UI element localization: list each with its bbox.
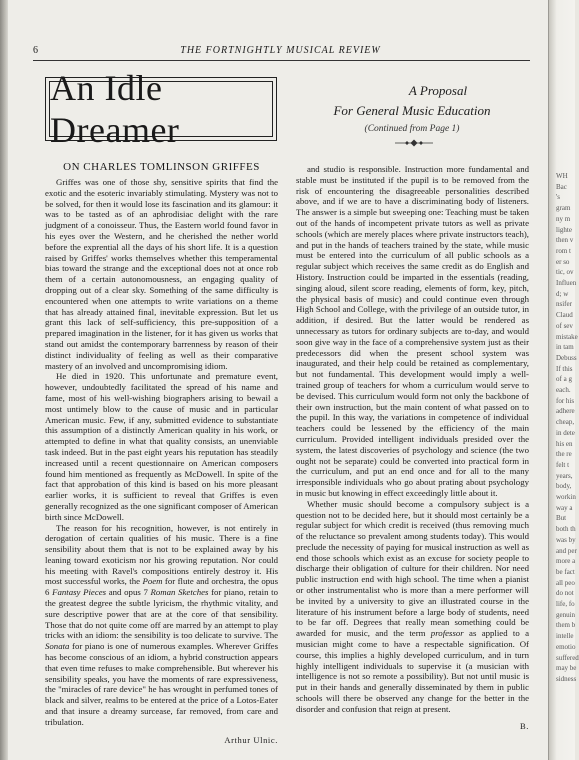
facing-page-fragment: his en xyxy=(556,439,573,448)
article-title-box xyxy=(45,68,277,150)
facing-page-fragment: d; w xyxy=(556,289,569,298)
left-paragraph: He died in 1920. This unfortunate and premature event, however, undoubtedly facilitated the spread of his name and fame, most of his well-wishing biographers arising to bewail a most untimely blow to the cause of music and in particular American music. Few, if any, submitted evidence to substantiate this assumption of a distinctly American quality in his work, or attempted to define in what that quality consists, an unenviable task indeed. But in the past eight years his reputation has steadily increased until a recent questionnaire on American composers found him mentioned as frequently as McDowell. In spite of the fact that approbation of this kind is based on his more pleasant earlier works, it is sufficient to reveal that Griffes is even generally recognized as the one significant composer of American birth since McDowell. xyxy=(45,371,278,522)
facing-page-fragment: emotio xyxy=(556,642,576,651)
proposal-title-block xyxy=(296,82,528,136)
facing-page-fragment: But xyxy=(556,514,567,523)
article-title-inner-border xyxy=(49,68,273,150)
left-paragraph: Griffes was one of those shy, sensitive spirits that find the exotic and the esoteric invariably stimulating. Mystery was not to be solved, for then it would lose its fascination and its glamour: it was to be tasted as of an aphrodisiac delight with the rare judgment of a conoisseur. Thus, the Eastern world found favor in his eyes over the Western, and he cherished the nether world before the exprential all the days of his short life. It is a question raised by Griffes' works themselves whether this temperamental bias toward the strange and the exceptional does not at once rob them of a certain autonomousness, an engaging quality of dropping out of a clear sky. Something of the same difficulty is encountered when one attempts to write variations on a theme that has already attained final, inevitable expression. But let us grant this lack of self-sufficiency, this pre-supposition of a prepared imagination in the listener, for it has given us works that stand out amidst the contemporary barrenness by reason of their distinct individuality of feeling as well as their comparative mastery of an involved and uncompromising idiom. xyxy=(45,177,278,371)
facing-page-fragment: If this xyxy=(556,364,573,373)
facing-page-fragment: sidness xyxy=(556,674,577,683)
facing-page-fragment: way a xyxy=(556,503,573,512)
facing-page-fragment: them b xyxy=(556,621,576,630)
proposal-title-line2: For General Music Education xyxy=(333,103,491,118)
ornament-divider-icon xyxy=(395,139,433,147)
facing-page-fragment: each. xyxy=(556,386,571,394)
facing-page-fragment: adhere xyxy=(556,407,575,416)
facing-page-fragment: lighte xyxy=(556,225,572,234)
facing-page-fragment: tic, ov xyxy=(556,268,574,277)
facing-page-fragment: in tam xyxy=(556,343,574,352)
facing-page-fragment: rom t xyxy=(556,246,571,255)
header-rule xyxy=(33,60,530,61)
facing-page-fragment: gram xyxy=(556,204,571,213)
page-number: 6 xyxy=(33,45,38,56)
continued-note: (Continued from Page 1) xyxy=(364,124,460,134)
next-page-margin xyxy=(548,0,579,760)
facing-page-fragment: was by xyxy=(556,535,576,544)
facing-page-fragment: all peo xyxy=(556,578,575,587)
left-article-signature: Arthur Ulnic. xyxy=(224,734,278,745)
facing-page-fragment: 's xyxy=(556,193,560,202)
left-article-body xyxy=(45,177,278,745)
facing-page-fragment: nsifer xyxy=(556,300,572,309)
facing-page-fragment: genuin xyxy=(556,610,576,619)
right-paragraph: Whether music should become a compulsory subject is a question not to be decided here, but it should most certainly be a regular subject for which credit is received (thus removing much of the reluctance so prevalent among students today). This would preclude the necessity of paying for musical instruction as well as end those schools which exist as an excuse for society people to discharge their obligation of culture for their children. Nor need public instruction end with high school. The time when a pianist or other instrumentalist who is more than a mere performer will be invited by a university to give an illustrated course in the literature of his instrument before a large body of students, need to be far off. Degrees that really mean something could be awarded for music, and the term professor as applied to a musician might come to have a respectable signification. Of course, this implies a highly developed curriculum, and in turn highly intelligent individuals to supervise it (a musician with intelligence is not so remote a possibility). But not until music is put in their hands and generally disseminated by them in public schools will there be observed any change for the better in the disorder and confusion that reign at present. xyxy=(296,498,529,714)
right-article-signature: B. xyxy=(520,720,529,731)
facing-page-fragment: cheap, xyxy=(556,418,575,427)
facing-page-fragment: body, xyxy=(556,482,572,491)
facing-page-fragment: of sev xyxy=(556,321,573,330)
facing-page-fragment: the re xyxy=(556,450,572,459)
facing-page-fragment: Debuss xyxy=(556,353,577,362)
right-paragraph: and studio is responsible. Instruction more fundamental and stable must be instituted if the pupil is to be removed from the risk of encountering the disagreeable personalities described above, and if we are to have a discriminating body of listeners. The answer is a simple but sweeping one: Teaching must be taken out of the hands of incompetent private tutors as well as private schools (which are merely places where private instructors teach), and put in the hands of teachers trained by the state, while music must be entered into the curriculum of all public schools as a regular subject which receives the same credit as do English and History. Instruction could be imparted in the essentials (reading, singing aloud, silent score reading, elements of form, key, pitch, the physical basis of music) and could continue even through High School and College, with the privilege of an outside tutor, in addition, if desired. But the latter would be rendered as unnecessary as tutors for ordinary subjects are to-day, and would soon give way in the face of a comprehensive system just as their predecessors did when the present school system was inaugurated, and their help could be retained as complementary, but not fundamental. This development would imply a well-trained group of teachers for whom a curriculum would serve to be devised. This curriculum would form not only the backbone of their own instruction, but the main content of what passed on to the pupil. In this way, the variations in competence of individual teachers could be lessened by the efficiency of the main curriculum. Provided intelligent individuals presided over the system, the latest discoveries of psychology and science (the two ought not be separate) could be converted into practical form in the curriculum, and put an end once and for all to the many irresponsible individuals who go about prating about psychology in music but knowing in effect exceedingly little about it. xyxy=(296,164,529,498)
article-title: An Idle Dreamer xyxy=(50,68,180,150)
facing-page-fragment: be fact xyxy=(556,567,575,576)
page-spine-shadow xyxy=(0,0,8,760)
facing-page-fragment: workin xyxy=(556,493,576,501)
facing-page-fragment: Influen xyxy=(556,279,577,287)
facing-page-fragment: for his xyxy=(556,396,575,405)
facing-page-fragment: in dete xyxy=(556,428,575,437)
facing-page-fragment: felt t xyxy=(556,460,570,469)
right-article-body xyxy=(296,164,529,731)
left-article-heading: ON CHARLES TOMLINSON GRIFFES xyxy=(63,161,260,173)
facing-page-fragment: er so xyxy=(556,257,570,266)
facing-page-fragment: may be xyxy=(556,664,577,673)
facing-page-fragment: intelle xyxy=(556,632,574,641)
facing-page-fragment: of a g xyxy=(556,375,572,384)
facing-page-fragment: WH xyxy=(556,172,568,180)
facing-page-fragment: Claud xyxy=(556,311,573,320)
facing-page-fragment: ny m xyxy=(556,214,571,223)
proposal-title-line1: A Proposal xyxy=(408,83,468,98)
facing-page-fragment: years, xyxy=(556,471,573,480)
left-paragraph: The reason for his recognition, however, is not entirely in derogation of certain qualities of his music. There is a fine sensibility about them that is not to be explained away by his leaning toward exoticism nor his growing reputation. Nor could his meeting with Ravel's compositions entirely destroy it. His most successful works, the Poem for flute and orchestra, the opus 6 Fantasy Pieces and opus 7 Roman Sketches for piano, retain to the greatest degree the subtle lyricism, the rhythmic vitality, and sure descriptive power that are at the core of that sensibility. Those that do not quite come off are marred by an attempt to play tricks with an idiom: the sensibility is too delicate to survive. The Sonata for piano is one of numerous examples. Wherever Griffes has become conscious of an idiom, a hybrid construction appears that even time refuses to make comprehensible. But wherever his sensibility speaks, you have the moments of rare expressiveness, the "miracles of rare device" he has wrought in perfumed tones of black and silver, realms to be entered at the price of a Lotos-Eater and that insure a dreamy surcease, far removed, from care and tribulation. xyxy=(45,522,279,727)
journal-title: THE FORTNIGHTLY MUSICAL REVIEW xyxy=(180,45,381,56)
facing-page-fragment: do not xyxy=(556,589,574,598)
facing-page-fragment: then v xyxy=(556,236,574,245)
facing-page-fragment: more a xyxy=(556,557,576,566)
facing-page-fragment: mistake xyxy=(556,332,578,341)
facing-page-fragment: and per xyxy=(556,546,577,555)
facing-page-fragment: suffered xyxy=(556,653,579,662)
facing-page-fragment: both th xyxy=(556,525,576,534)
facing-page-fragment: Bac xyxy=(556,182,567,191)
facing-page-fragment: life, fo xyxy=(556,600,575,608)
